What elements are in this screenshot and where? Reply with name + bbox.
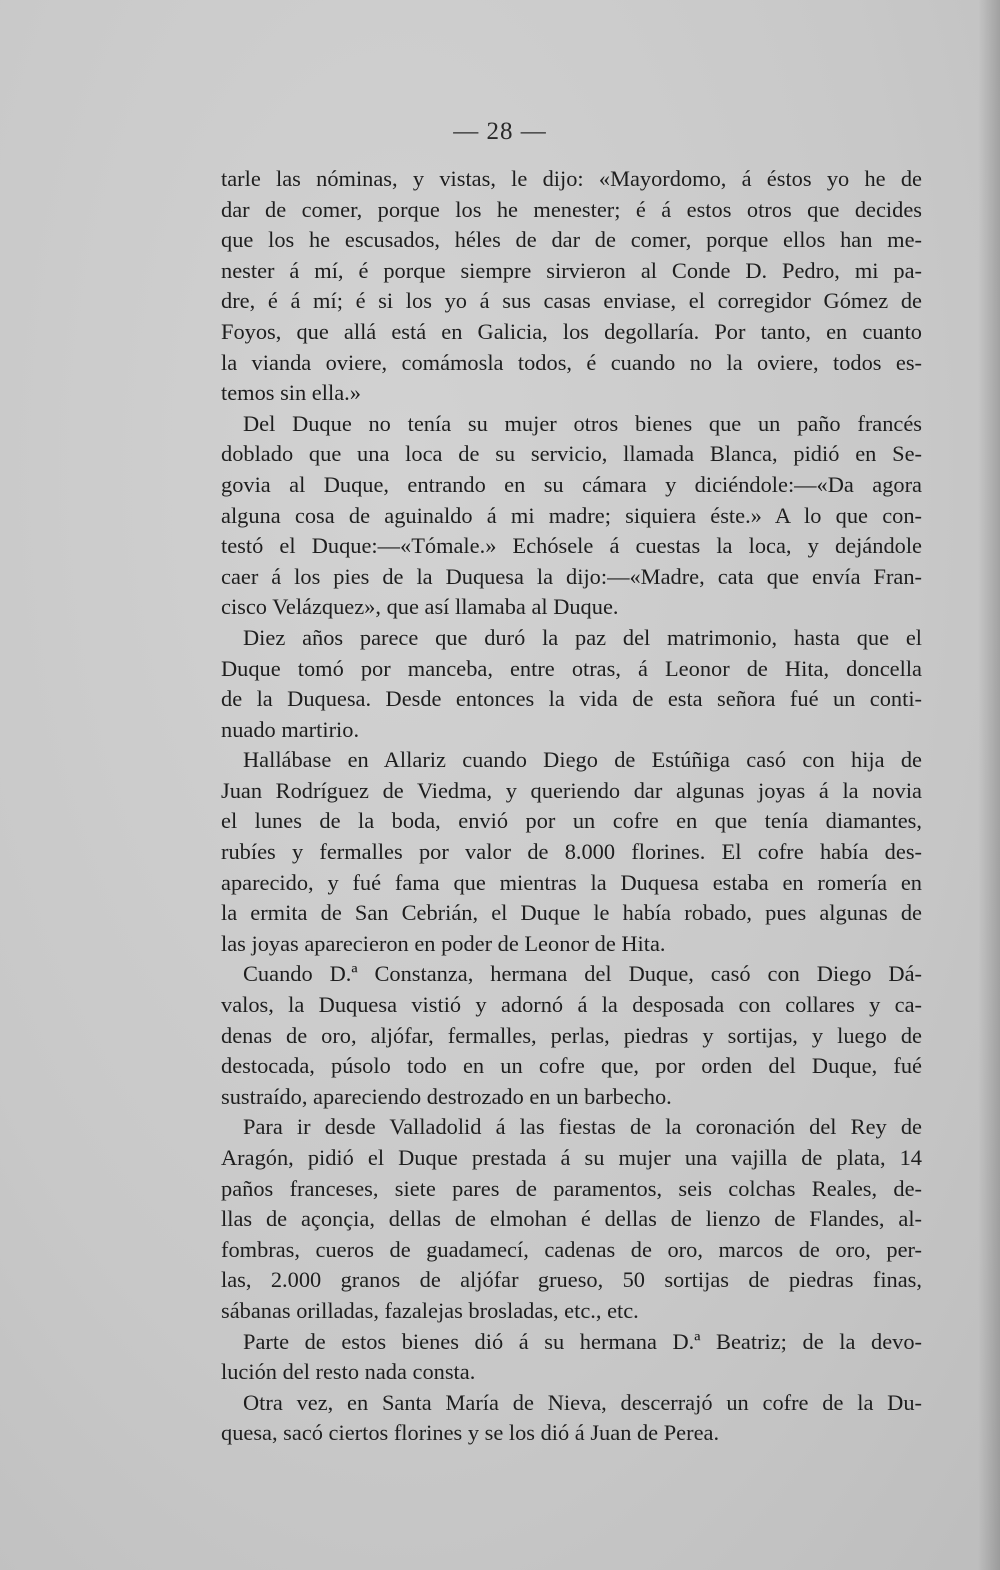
text-line: Otra vez, en Santa María de Nieva, descerrajó un cofre de la Du-: [243, 1389, 922, 1415]
text-line: las, 2.000 granos de aljófar grueso, 50 sortijas de piedras finas,: [221, 1267, 922, 1293]
text-line: tarle las nóminas, y vistas, le dijo: «Mayordomo, á éstos yo he de: [221, 166, 922, 191]
text-line: quesa, sacó ciertos florines y se los dió á Juan de Perea.: [221, 1420, 720, 1446]
text-line: valos, la Duquesa vistió y adornó á la desposada con collares y ca-: [221, 992, 922, 1018]
text-line: paños franceses, siete pares de paramentos, seis colchas Reales, de-: [221, 1175, 922, 1201]
text-line: alguna cosa de aguinaldo á mi madre; siquiera éste.» A lo que con-: [221, 502, 922, 528]
text-line: Para ir desde Valladolid á las fiestas de la coronación del Rey de: [243, 1114, 922, 1140]
page-edge-shadow: [978, 0, 1000, 1570]
body-text: [221, 164, 922, 1449]
text-line: dre, é á mí; é si los yo á sus casas enviase, el corregidor Gómez de: [221, 288, 922, 314]
text-line: temos sin ella.»: [221, 380, 361, 406]
text-line: nuado martirio.: [221, 716, 360, 742]
text-line: Diez años parece que duró la paz del matrimonio, hasta que el: [243, 624, 922, 650]
text-line: doblado que una loca de su servicio, llamada Blanca, pidió en Se-: [221, 441, 922, 467]
text-line: las joyas aparecieron en poder de Leonor de Hita.: [221, 930, 666, 956]
text-line: govia al Duque, entrando en su cámara y diciéndole:—«Da agora: [221, 471, 922, 497]
text-line: lución del resto nada consta.: [221, 1359, 476, 1385]
text-line: llas de açonçia, dellas de elmohan é dellas de lienzo de Flandes, al-: [221, 1206, 922, 1232]
text-line: sustraído, apareciendo destrozado en un barbecho.: [221, 1083, 672, 1109]
text-line: Foyos, que allá está en Galicia, los degollaría. Por tanto, en cuanto: [221, 318, 922, 344]
text-line: rubíes y fermalles por valor de 8.000 florines. El cofre había des-: [221, 839, 922, 865]
text-line: fombras, cueros de guadamecí, cadenas de oro, marcos de oro, per-: [221, 1236, 922, 1262]
text-line: el lunes de la boda, envió por un cofre en que tenía diamantes,: [221, 808, 922, 834]
text-line: destocada, púsolo todo en un cofre que, por orden del Duque, fué: [221, 1053, 922, 1079]
text-line: la vianda oviere, comámosla todos, é cuando no la oviere, todos es-: [221, 349, 922, 375]
text-line: Hallábase en Allariz cuando Diego de Estúñiga casó con hija de: [243, 747, 922, 773]
text-line: Juan Rodríguez de Viedma, y queriendo dar algunas joyas á la novia: [221, 777, 922, 803]
text-line: Parte de estos bienes dió á su hermana D.ª Beatriz; de la devo-: [243, 1328, 922, 1354]
text-line: dar de comer, porque los he menester; é á estos otros que decides: [221, 196, 922, 222]
text-line: Aragón, pidió el Duque prestada á su mujer una vajilla de plata, 14: [221, 1145, 922, 1170]
text-line: denas de oro, aljófar, fermalles, perlas, piedras y sortijas, y luego de: [221, 1022, 922, 1048]
text-line: Del Duque no tenía su mujer otros bienes que un paño francés: [243, 410, 922, 436]
text-line: testó el Duque:—«Tómale.» Echósele á cuestas la loca, y dejándole: [221, 533, 922, 559]
text-line: sábanas orilladas, fazalejas brosladas, etc., etc.: [221, 1297, 639, 1323]
text-line: de la Duquesa. Desde entonces la vida de esta señora fué un conti-: [221, 686, 922, 712]
text-line: la ermita de San Cebrián, el Duque le había robado, pues algunas de: [221, 900, 922, 926]
page-number: — 28 —: [453, 118, 547, 145]
text-line: caer á los pies de la Duquesa la dijo:—«Madre, cata que envía Fran-: [221, 563, 922, 589]
text-line: nester á mí, é porque siempre sirvieron al Conde D. Pedro, mi pa-: [221, 257, 922, 283]
text-line: Cuando D.ª Constanza, hermana del Duque, casó con Diego Dá-: [243, 961, 922, 987]
text-line: cisco Velázquez», que así llamaba al Duque.: [221, 594, 619, 620]
text-line: aparecido, y fué fama que mientras la Duquesa estaba en romería en: [221, 869, 922, 895]
text-line: que los he escusados, héles de dar de comer, porque ellos han me-: [221, 227, 922, 253]
text-line: Duque tomó por manceba, entre otras, á Leonor de Hita, doncella: [221, 655, 922, 681]
